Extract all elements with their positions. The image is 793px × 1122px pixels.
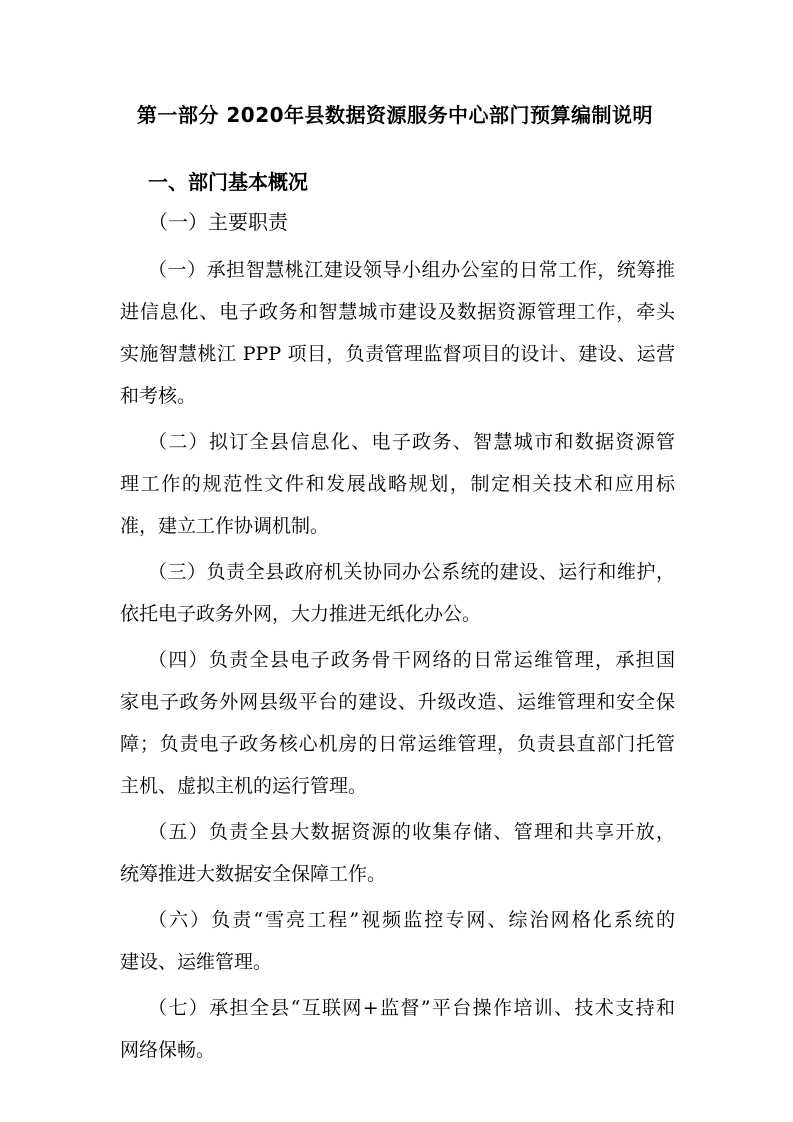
paragraph-line: 网络保畅。: [120, 1039, 216, 1061]
paragraph-line: 实施智慧桃江 PPP 项目，负责管理监督项目的设计、建设、运营: [120, 343, 675, 365]
paragraph-line: （三）负责全县政府机关协同办公系统的建设、运行和维护，: [148, 561, 675, 583]
paragraph-line: 准，建立工作协调机制。: [120, 515, 330, 537]
paragraph: [120, 811, 675, 895]
paragraph-line: 建设、运维管理。: [120, 951, 273, 973]
paragraph-line: （一）承担智慧桃江建设领导小组办公室的日常工作，统筹推: [148, 259, 675, 281]
paragraph: [120, 249, 675, 417]
sub-heading: （一）主要职责: [148, 210, 288, 234]
paragraph-line: 主机、虚拟主机的运行管理。: [120, 775, 368, 797]
paragraph-line: 统筹推进大数据安全保障工作。: [120, 863, 387, 885]
paragraph-line: （五）负责全县大数据资源的收集存储、管理和共享开放，: [148, 821, 675, 843]
paragraph-line: 进信息化、电子政务和智慧城市建设及数据资源管理工作，牵头: [120, 301, 675, 323]
paragraph: [120, 551, 675, 635]
paragraph: [120, 987, 675, 1071]
paragraph-line: （七）承担全县“互联网+监督”平台操作培训、技术支持和: [148, 997, 675, 1019]
paragraph-line: 理工作的规范性文件和发展战略规划，制定相关技术和应用标: [120, 473, 675, 495]
paragraph-line: 和考核。: [120, 385, 197, 407]
paragraph-line: 依托电子政务外网，大力推进无纸化办公。: [120, 603, 482, 625]
paragraph-line: 家电子政务外网县级平台的建设、升级改造、运维管理和安全保: [120, 691, 675, 713]
paragraph: [120, 899, 675, 983]
paragraph-line: （二）拟订全县信息化、电子政务、智慧城市和数据资源管: [148, 431, 675, 453]
body-text: [120, 249, 675, 1075]
paragraph-line: （四）负责全县电子政务骨干网络的日常运维管理，承担国: [148, 649, 675, 671]
paragraph: [120, 421, 675, 547]
paragraph-line: （六）负责“雪亮工程”视频监控专网、综治网格化系统的: [148, 909, 675, 931]
paragraph: [120, 639, 675, 807]
paragraph-line: 障；负责电子政务核心机房的日常运维管理，负责县直部门托管: [120, 733, 675, 755]
document-title: 第一部分 2020年县数据资源服务中心部门预算编制说明: [136, 103, 654, 127]
section-heading: 一、部门基本概况: [148, 170, 308, 194]
